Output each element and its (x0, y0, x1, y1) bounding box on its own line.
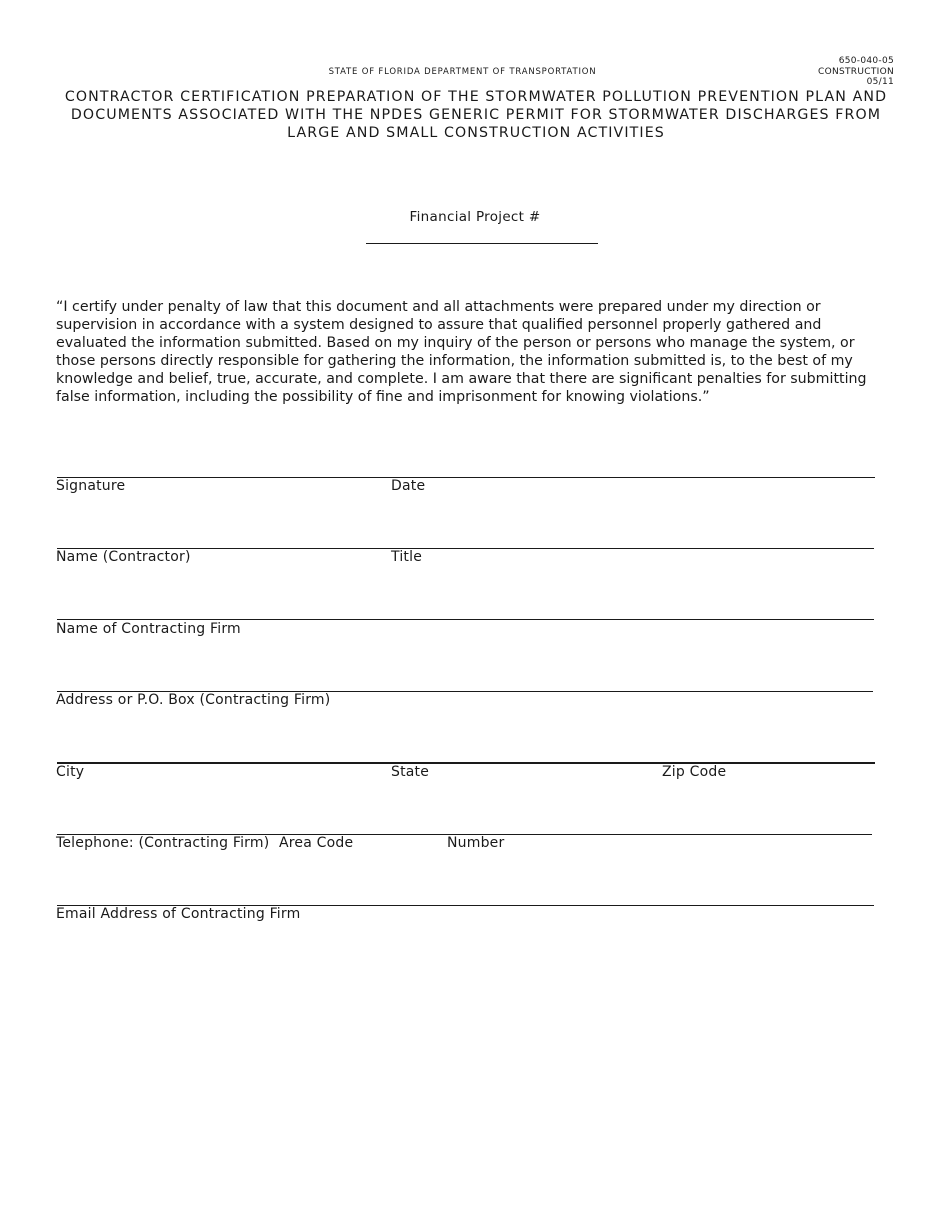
certification-statement: “I certify under penalty of law that this document and all attachments were prepared under my direction or supervision in accordance with a system designed to assure that qualified personnel properly gathered and evaluated the information submitted. Based on my inquiry of the person or persons who manage the system, or those persons directly responsible for gathering the information, the information submitted is, to the best of my knowledge and belief, true, accurate, and complete. I am aware that there are significant penalties for submitting false information, including the possibility of fine and imprisonment for knowing violations.” (56, 299, 867, 405)
signature-label: Signature (56, 478, 126, 494)
title-label: Title (391, 549, 423, 565)
city-state-zip-line[interactable] (57, 762, 875, 764)
area-code-label: Area Code (279, 835, 354, 851)
financial-project-label: Financial Project # (409, 209, 541, 225)
financial-project-line[interactable] (366, 243, 598, 244)
firm-name-label: Name of Contracting Firm (56, 621, 241, 637)
zip-code-label: Zip Code (662, 764, 727, 780)
form-number: 650-040-05 (838, 56, 894, 66)
contractor-name-label: Name (Contractor) (56, 549, 191, 565)
date-label: Date (391, 478, 426, 494)
address-label: Address or P.O. Box (Contracting Firm) (56, 692, 331, 708)
phone-number-label: Number (447, 835, 505, 851)
form-revision-date: 05/11 (866, 77, 894, 87)
email-label: Email Address of Contracting Firm (56, 906, 301, 922)
city-label: City (56, 764, 85, 780)
firm-name-line[interactable] (57, 619, 874, 620)
telephone-label: Telephone: (Contracting Firm) (56, 835, 270, 851)
form-category: CONSTRUCTION (817, 66, 894, 77)
form-title: CONTRACTOR CERTIFICATION PREPARATION OF THE STORMWATER POLLUTION PREVENTION PLAN AND DOCUMENTS ASSOCIATED WITH THE NPDES GENERIC PERMIT FOR STORMWATER DISCHARGES FROM LARGE AND SMALL CONSTRUCTION ACTIVITIES (64, 89, 888, 141)
signature-date-line[interactable] (57, 477, 875, 478)
agency-name: STATE OF FLORIDA DEPARTMENT OF TRANSPORTATION (328, 67, 597, 77)
state-label: State (391, 764, 430, 780)
